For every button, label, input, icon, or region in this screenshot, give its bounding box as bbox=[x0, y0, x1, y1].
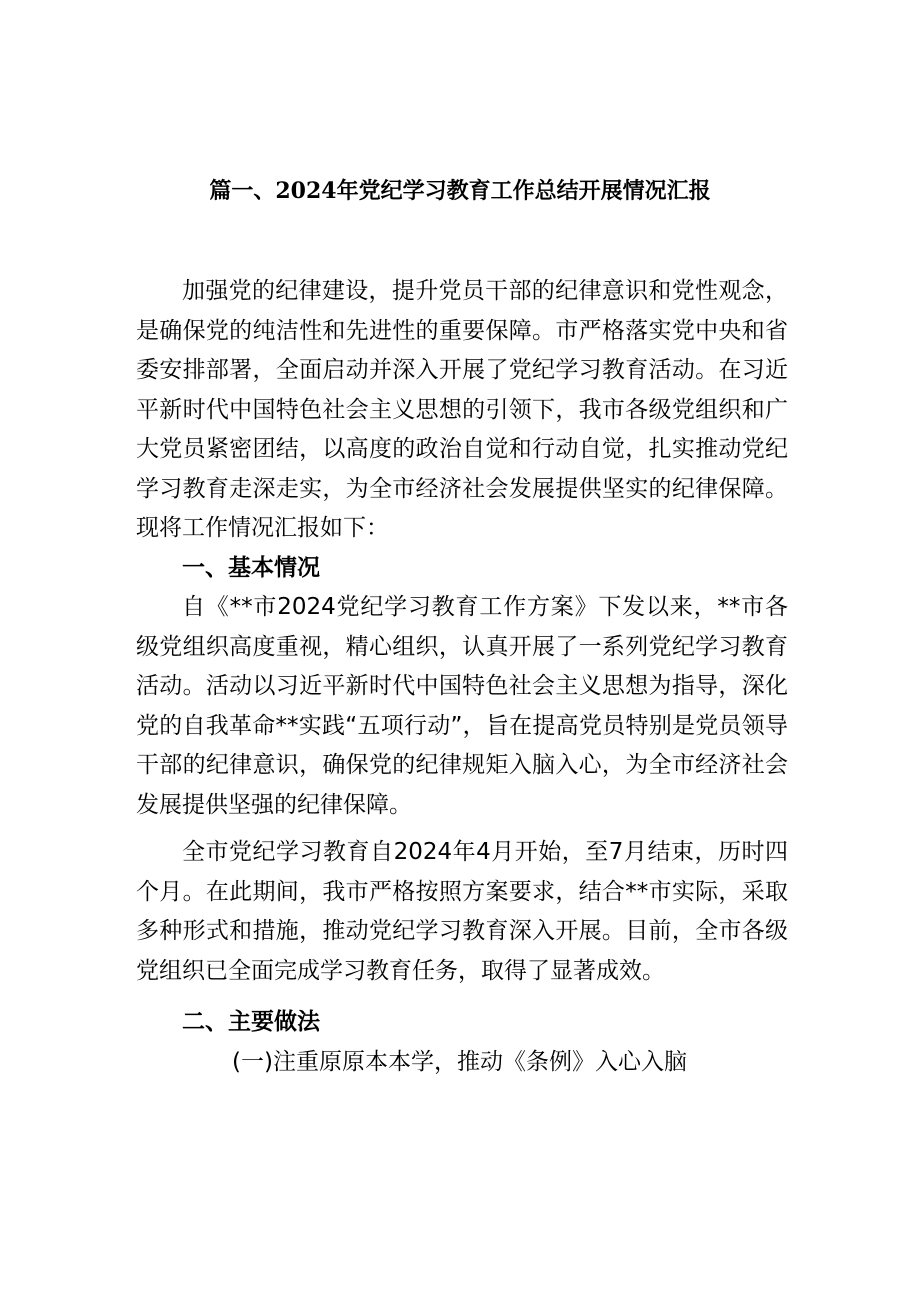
intro-paragraph: 加强党的纪律建设，提升党员干部的纪律意识和党性观念，是确保党的纯洁性和先进性的重要保障。市严格落实党中央和省委安排部署，全面启动并深入开展了党纪学习教育活动。在习近平新时代中国特色社会主义思想的引领下，我市各级党组织和广大党员紧密团结，以高度的政治自觉和行动自觉，扎实推动党纪学习教育走深走实，为全市经济社会发展提供坚实的纪律保障。现将工作情况汇报如下： bbox=[136, 278, 788, 541]
section-heading-basic-situation: 一、基本情况 bbox=[182, 554, 320, 581]
section-heading-main-practices: 二、主要做法 bbox=[182, 1009, 320, 1035]
section1-paragraph-2: 全市党纪学习教育自2024年4月开始，至7月结束，历时四个月。在此期间，我市严格按照方案要求，结合**市实际，采取多种形式和措施，推动党纪学习教育深入开展。目前，全市各级党组织已全面完成学习教育任务，取得了显著成效。 bbox=[136, 839, 788, 984]
section1-paragraph-1: 自《**市2024党纪学习教育工作方案》下发以来，**市各级党组织高度重视，精心组织，认真开展了一系列党纪学习教育活动。活动以习近平新时代中国特色社会主义思想为指导，深化党的自我革命**实践“五项行动”，旨在提高党员特别是党员领导干部的纪律意识，确保党的纪律规矩入脑入心，为全市经济社会发展提供坚强的纪律保障。 bbox=[136, 594, 788, 818]
document-title: 篇一、2024年党纪学习教育工作总结开展情况汇报 bbox=[209, 178, 711, 204]
subsection-heading-1: (一)注重原原本本学，推动《条例》入心入脑 bbox=[232, 1048, 687, 1075]
document-body bbox=[136, 272, 788, 1082]
